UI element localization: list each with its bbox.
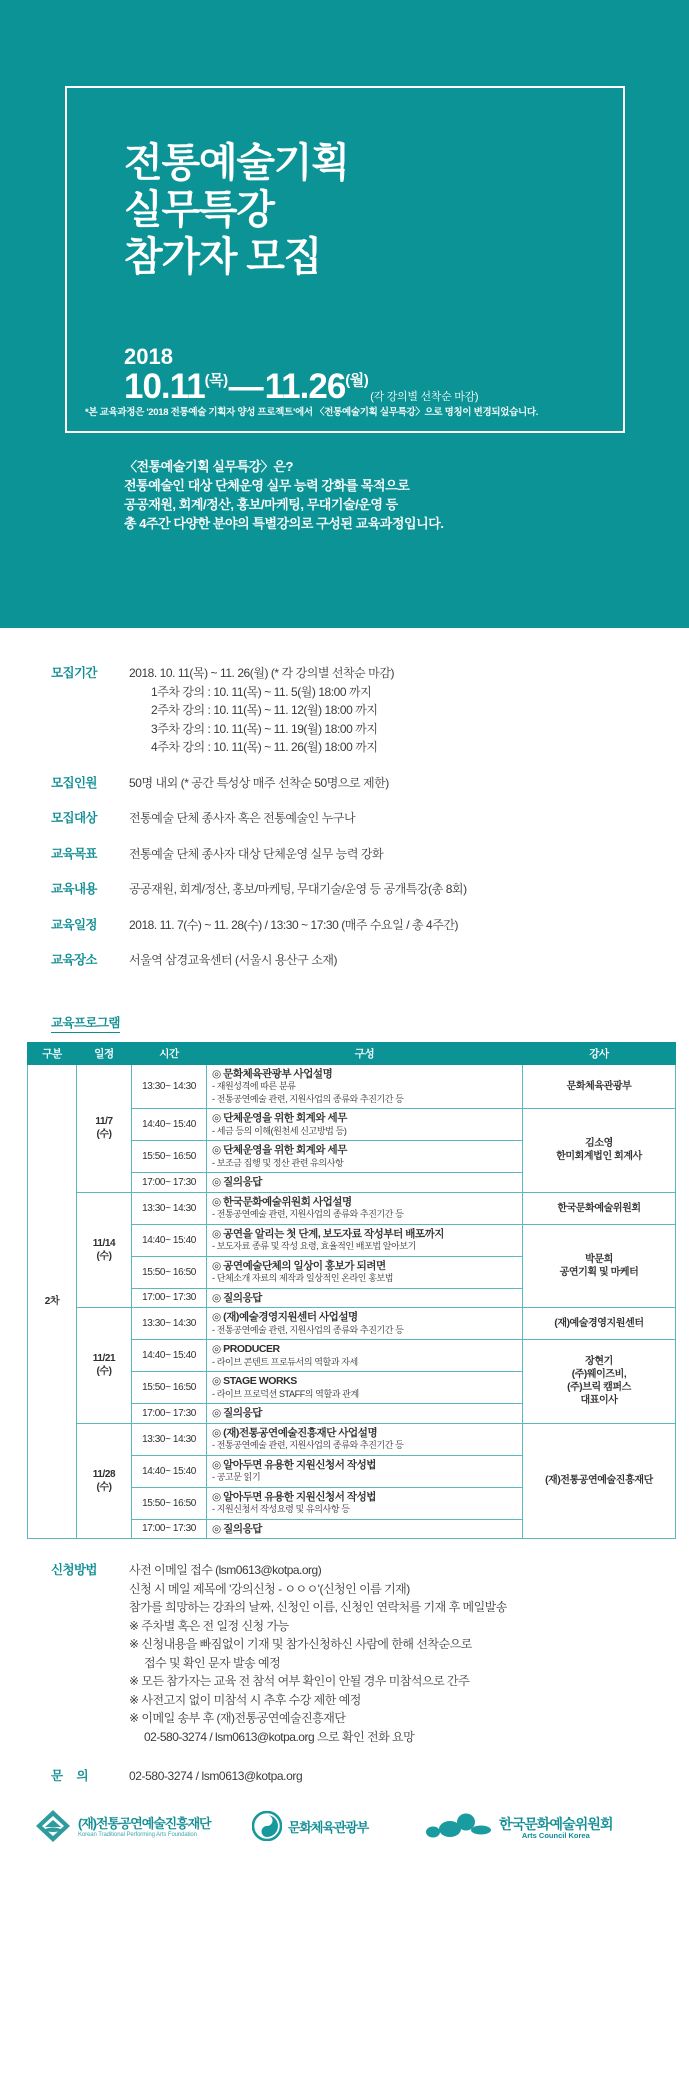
cell-time: 15:50~ 16:50 — [132, 1487, 207, 1519]
col-content: 구성 — [207, 1042, 523, 1064]
info-label: 모집인원 — [51, 775, 97, 790]
info-label: 교육장소 — [51, 953, 97, 967]
info-value — [129, 809, 355, 828]
program-heading: 교육프로그램 — [51, 1013, 120, 1033]
cell-content-detail: - 전통공연예술 관련, 지원사업의 종류와 추진기간 등 — [212, 1324, 404, 1335]
cell-time: 15:50~ 16:50 — [132, 1256, 207, 1288]
info-sub-line: 3주차 강의 : 10. 11(목) ~ 11. 19(월) 18:00 까지 — [151, 721, 378, 736]
info-row — [51, 774, 689, 793]
logo-mcst-text — [288, 1821, 368, 1835]
cell-instructor-line: 장현기 — [585, 1356, 613, 1368]
info-label: 모집기간 — [51, 666, 97, 680]
footer-logos — [0, 1800, 689, 1856]
info-row — [51, 809, 689, 828]
info-sub-line: 4주차 강의 : 10. 11(목) ~ 11. 26(월) 18:00 까지 — [151, 740, 378, 754]
info-label: 교육일정 — [51, 917, 97, 932]
cell-content-title: ◎ 알아두면 유용한 지원신청서 작성법 — [212, 1458, 376, 1471]
cell-content-title: ◎ (재)전통공연예술진흥재단 사업설명 — [212, 1426, 378, 1439]
info-label: 교육목표 — [51, 846, 97, 861]
cell-date — [77, 1192, 132, 1308]
cell-time: 15:50~ 16:50 — [132, 1141, 207, 1173]
cell-content-title: ◎ 문화체육관광부 사업설명 — [212, 1067, 333, 1080]
end-day: (월) — [345, 372, 369, 389]
cell-content — [207, 1288, 523, 1308]
cell-content-detail: - 공고문 읽기 — [212, 1472, 261, 1482]
info-value — [129, 880, 467, 899]
cell-content-title: ◎ 질의응답 — [212, 1176, 262, 1188]
cell-time: 15:50~ 16:50 — [132, 1372, 207, 1404]
cell-instructor-line: 문화체육관광부 — [566, 1080, 632, 1092]
cell-instructor — [523, 1064, 676, 1109]
cell-content-detail: - 라이브 프로덕션 STAFF의 역할과 관계 — [212, 1388, 359, 1399]
table-row — [28, 1423, 676, 1455]
col-time: 시간 — [132, 1042, 207, 1064]
table-row — [28, 1308, 676, 1340]
cell-date — [77, 1064, 132, 1192]
cell-content-title: ◎ 질의응답 — [212, 1291, 262, 1304]
col-date: 일정 — [77, 1042, 132, 1064]
cell-content-title: ◎ 공연을 알리는 첫 단계, 보도자료 작성부터 배포까지 — [212, 1227, 445, 1240]
cell-content-title: ◎ 질의응답 — [212, 1407, 262, 1419]
page-title — [124, 140, 594, 281]
cell-content-detail: - 재원성격에 따른 분류 — [212, 1081, 296, 1091]
cell-time: 14:40~ 15:40 — [132, 1340, 207, 1372]
logo-arko — [425, 1812, 613, 1845]
cell-content — [207, 1256, 523, 1288]
cell-content — [207, 1519, 523, 1539]
cell-content-detail: - 세금 등의 이해(원천세 신고방법 등) — [212, 1125, 347, 1136]
logo-kotpa-text — [78, 1817, 211, 1840]
apply-line: 신청 시 메일 제목에 '강의신청 - ㅇㅇㅇ'(신청인 이름 기재) — [129, 1581, 410, 1596]
contact-section — [0, 1766, 689, 1784]
cell-instructor — [523, 1109, 676, 1193]
info-value — [129, 774, 389, 793]
cell-date-line2: (수) — [96, 1481, 112, 1493]
cell-time: 13:30~ 14:30 — [132, 1423, 207, 1455]
cell-content — [207, 1224, 523, 1256]
cell-division: 2차 — [28, 1064, 77, 1539]
cell-time: 14:40~ 15:40 — [132, 1224, 207, 1256]
info-value-main: 공공재원, 회계/정산, 홍보/마케팅, 무대기술/운영 등 공개특강(총 8회) — [129, 882, 467, 896]
title-line-3: 참가자 모집 — [124, 235, 322, 279]
apply-line: ※ 모든 참가자는 교육 전 참석 여부 확인이 안될 경우 미참석으로 간주 — [129, 1674, 470, 1688]
rename-note: *본 교육과정은 '2018 전통예술 기획자 양성 프로젝트'에서 〈전통예술기획 실무특강〉으로 명칭이 변경되었습니다. — [85, 407, 539, 418]
apply-line: ※ 주차별 혹은 전 일정 신청 가능 — [129, 1618, 289, 1633]
cell-time: 14:40~ 15:40 — [132, 1109, 207, 1141]
table-row — [28, 1192, 676, 1224]
arts-council-blobs-icon — [425, 1812, 493, 1845]
cell-instructor-line: 공연기획 및 마케터 — [559, 1266, 639, 1278]
cell-time: 17:00~ 17:30 — [132, 1519, 207, 1539]
cell-content — [207, 1141, 523, 1173]
cell-content — [207, 1404, 523, 1424]
logo-kotpa — [34, 1807, 244, 1850]
info-value — [129, 916, 458, 935]
apply-line: ※ 사전고지 없이 미참석 시 추후 수강 제한 예정 — [129, 1692, 361, 1707]
apply-line: 02-580-3274 / lsm0613@kotpa.org 으로 확인 전화 요망 — [144, 1729, 415, 1744]
hero-banner — [0, 0, 689, 628]
logo-arko-en: Arts Council Korea — [521, 1830, 590, 1840]
program-table-body — [28, 1064, 676, 1539]
logo-kotpa-ko: (재)전통공연예술진흥재단 — [78, 1815, 211, 1831]
cell-content — [207, 1423, 523, 1455]
end-date: 11.26 — [264, 367, 346, 406]
logo-arko-ko: 한국문화예술위원회 — [499, 1815, 613, 1832]
logo-arko-text — [499, 1817, 613, 1840]
cell-instructor — [523, 1423, 676, 1539]
cell-instructor — [523, 1224, 676, 1308]
cell-content-detail: - 지원신청서 작성요령 및 유의사항 등 — [212, 1504, 350, 1514]
info-sub-line: 2주차 강의 : 10. 11(목) ~ 11. 12(월) 18:00 까지 — [151, 703, 378, 717]
cell-content-title: ◎ 단체운영을 위한 회계와 세무 — [212, 1144, 347, 1156]
cell-content-title: ◎ 공연예술단체의 일상이 홍보가 되려면 — [212, 1259, 386, 1272]
cell-content — [207, 1064, 523, 1109]
apply-line: ※ 이메일 송부 후 (재)전통공연예술진흥재단 — [129, 1711, 346, 1725]
date-dash: — — [228, 367, 264, 406]
info-row — [51, 951, 689, 970]
cell-content-detail: - 전통공연예술 관련, 지원사업의 종류와 추진기간 등 — [212, 1093, 404, 1104]
cell-content — [207, 1192, 523, 1224]
cell-content-title: ◎ 질의응답 — [212, 1522, 262, 1535]
cell-content-title: ◎ 한국문화예술위원회 사업설명 — [212, 1195, 352, 1208]
hero-date-range — [124, 367, 479, 406]
cell-content-title: ◎ 알아두면 유용한 지원신청서 작성법 — [212, 1490, 376, 1503]
info-label: 모집대상 — [51, 811, 97, 825]
cell-instructor-line: 한국문화예술위원회 — [557, 1202, 641, 1214]
cell-instructor — [523, 1192, 676, 1224]
contact-label: 문 의 — [51, 1769, 94, 1783]
program-table-head — [28, 1042, 676, 1064]
cell-time: 17:00~ 17:30 — [132, 1288, 207, 1308]
info-row — [51, 845, 689, 864]
desc-line-2: 전통예술인 대상 단체운영 실무 능력 강화를 목적으로 — [124, 478, 410, 493]
cell-content-title: ◎ (재)예술경영지원센터 사업설명 — [212, 1311, 358, 1323]
cell-content-detail: - 보도자료 종류 및 작성 요령, 효율적인 배포법 알아보기 — [212, 1241, 416, 1251]
apply-label: 신청방법 — [51, 1563, 97, 1577]
info-value — [129, 951, 337, 970]
cell-content-title: ◎ STAGE WORKS — [212, 1375, 297, 1387]
info-value — [129, 664, 394, 757]
info-value-main: 2018. 11. 7(수) ~ 11. 28(수) / 13:30 ~ 17:30 (매주 수요일 / 총 4주간) — [129, 917, 459, 932]
info-value-main: 50명 내외 (* 공간 특성상 매주 선착순 50명으로 제한) — [129, 775, 389, 790]
cell-time: 13:30~ 14:30 — [132, 1064, 207, 1109]
title-line-2: 실무특강 — [124, 188, 274, 232]
desc-line-4: 총 4주간 다양한 분야의 특별강의로 구성된 교육과정입니다. — [124, 516, 444, 531]
contact-value: 02-580-3274 / lsm0613@kotpa.org — [129, 1769, 303, 1783]
cell-instructor-line: (재)전통공연예술진흥재단 — [545, 1475, 653, 1487]
cell-instructor — [523, 1340, 676, 1424]
taegeuk-swirl-icon — [252, 1811, 282, 1846]
info-value-main: 2018. 10. 11(목) ~ 11. 26(월) (* 각 강의별 선착순 마감) — [129, 666, 395, 680]
cell-instructor — [523, 1308, 676, 1340]
cell-instructor-line: 박문희 — [585, 1253, 613, 1265]
cell-content-detail: - 라이브 콘텐트 프로듀서의 역할과 자세 — [212, 1356, 358, 1367]
logo-mcst — [252, 1811, 417, 1846]
cell-content-title: ◎ 단체운영을 위한 회계와 세무 — [212, 1112, 347, 1124]
cell-content — [207, 1455, 523, 1487]
col-instructor: 강사 — [523, 1042, 676, 1064]
table-header-row — [28, 1042, 676, 1064]
cell-date-line1: 11/21 — [92, 1353, 116, 1365]
cell-date-line1: 11/7 — [95, 1116, 113, 1127]
cell-time: 13:30~ 14:30 — [132, 1192, 207, 1224]
desc-line-3: 공공재원, 회계/정산, 홍보/마케팅, 무대기술/운영 등 — [124, 497, 398, 512]
cell-content-detail: - 보조금 집행 및 정산 관련 유의사항 — [212, 1157, 344, 1168]
hero-year: 2018 — [124, 344, 173, 369]
cell-time: 17:00~ 17:30 — [132, 1404, 207, 1424]
info-value-main: 전통예술 단체 종사자 혹은 전통예술인 누구나 — [129, 811, 356, 825]
cell-content-detail: - 전통공연예술 관련, 지원사업의 종류와 추진기간 등 — [212, 1209, 404, 1219]
info-list — [0, 664, 689, 970]
logo-kotpa-en: Korean Traditional Performing Arts Foundation — [78, 1831, 197, 1838]
title-line-1: 전통예술기획 — [124, 141, 349, 185]
cell-date-line1: 11/14 — [92, 1237, 116, 1249]
cell-content-title: ◎ PRODUCER — [212, 1343, 280, 1355]
cell-content — [207, 1109, 523, 1141]
cell-instructor-line: (주)웨이즈비, — [571, 1369, 627, 1381]
cell-date-line2: (수) — [96, 1366, 112, 1378]
cell-instructor-line: (재)예술경영지원센터 — [554, 1318, 644, 1329]
info-value — [129, 845, 383, 864]
program-table — [27, 1042, 676, 1540]
apply-section — [0, 1561, 689, 1746]
cell-content — [207, 1340, 523, 1372]
cell-instructor-line: 김소영 — [585, 1138, 613, 1150]
info-sub-line: 1주차 강의 : 10. 11(목) ~ 11. 5(월) 18:00 까지 — [151, 684, 372, 699]
deadline-note: (각 강의별 선착순 마감) — [370, 391, 479, 403]
start-date: 10.11 — [124, 367, 205, 406]
hero-date-block — [124, 344, 479, 406]
info-label: 교육내용 — [51, 882, 97, 896]
apply-line: 접수 및 확인 문자 발송 예정 — [144, 1655, 281, 1670]
info-row — [51, 916, 689, 935]
cell-time: 17:00~ 17:30 — [132, 1173, 207, 1193]
logo-mcst-ko: 문화체육관광부 — [288, 1820, 369, 1835]
cell-time: 13:30~ 14:30 — [132, 1308, 207, 1340]
cell-time: 14:40~ 15:40 — [132, 1455, 207, 1487]
hero-description — [124, 457, 444, 533]
apply-line: ※ 신청내용을 빠짐없이 기재 및 참가신청하신 사람에 한해 선착순으로 — [129, 1637, 472, 1651]
apply-line: 참가를 희망하는 강좌의 날짜, 신청인 이름, 신청인 연락처를 기재 후 메일발송 — [129, 1600, 507, 1614]
apply-body — [129, 1561, 507, 1746]
table-row — [28, 1064, 676, 1109]
apply-line: 사전 이메일 접수 (lsm0613@kotpa.org) — [129, 1563, 322, 1577]
desc-line-1: 〈전통예술기획 실무특강〉은? — [124, 459, 293, 474]
info-value-main: 서울역 삼경교육센터 (서울시 용산구 소재) — [129, 953, 338, 967]
cell-date-line1: 11/28 — [92, 1468, 116, 1480]
mountain-emblem-icon — [34, 1807, 72, 1850]
cell-instructor-line: 대표이사 — [580, 1395, 618, 1407]
cell-date-line2: (수) — [96, 1250, 112, 1262]
cell-content — [207, 1487, 523, 1519]
cell-instructor-line: (주)브릭 캠퍼스 — [567, 1382, 631, 1394]
program-table-wrap — [0, 1042, 689, 1540]
cell-date-line2: (수) — [96, 1129, 112, 1140]
cell-instructor-line: 한미회계법인 회계사 — [556, 1151, 642, 1163]
info-value-main: 전통예술 단체 종사자 대상 단체운영 실무 능력 강화 — [129, 846, 384, 861]
cell-content — [207, 1308, 523, 1340]
cell-content — [207, 1372, 523, 1404]
cell-date — [77, 1308, 132, 1424]
start-day: (목) — [204, 372, 228, 389]
cell-content-detail: - 단체소개 자료의 제작과 일상적인 온라인 홍보법 — [212, 1273, 394, 1283]
info-row — [51, 880, 689, 899]
program-section — [0, 987, 689, 1540]
cell-content-detail: - 전통공연예술 관련, 지원사업의 종류와 추진기간 등 — [212, 1440, 404, 1450]
col-division: 구분 — [28, 1042, 77, 1064]
cell-date — [77, 1423, 132, 1539]
cell-content — [207, 1173, 523, 1193]
info-row — [51, 664, 689, 757]
